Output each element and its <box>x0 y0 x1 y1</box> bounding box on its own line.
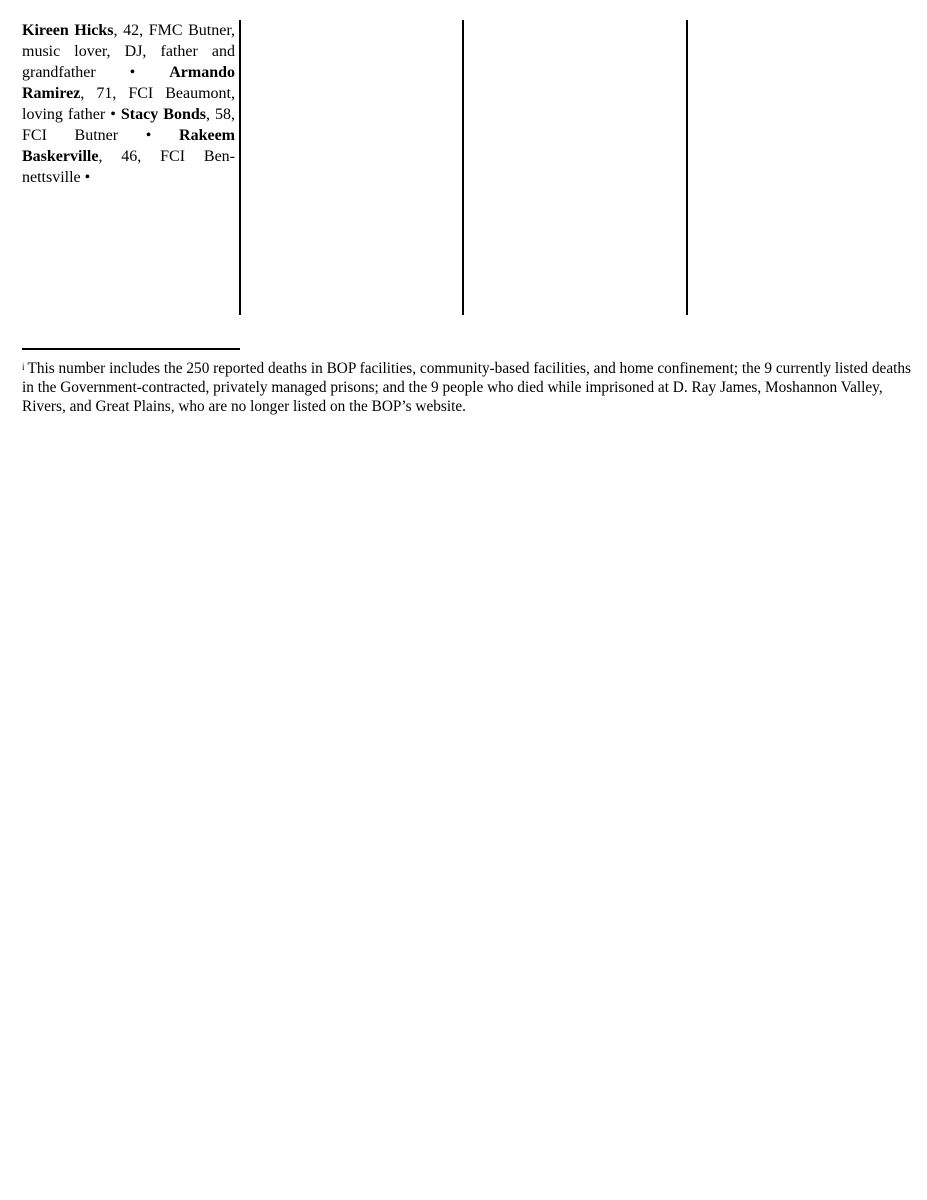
footnote-text: This number includes the 250 reported deaths in BOP facilities, community-based facilities, and home confinement; the 9 currently listed deaths in the Government-contracted, privately managed prisons; and the 9 people who died while imprisoned at D. Ray James, Moshannon Valley, Rivers, and Great Plains, who are no longer listed on the BOP’s website. <box>22 360 911 415</box>
entry-name: Stacy Bonds <box>120 106 206 123</box>
footnote <box>22 359 912 416</box>
footnote-separator <box>22 348 240 350</box>
memorial-list-column <box>22 20 235 188</box>
entry-name: Armando Ramirez <box>22 64 235 102</box>
column-divider <box>462 20 464 315</box>
entry-name: Kireen Hicks <box>22 22 114 39</box>
column-divider <box>686 20 688 315</box>
entry-details: , 42, FMC Butner, music lover, DJ, father and grandfather • <box>22 22 235 81</box>
entry-details: , 46, FCI Bennettsville • <box>22 148 235 186</box>
footnote-marker: i <box>22 362 25 372</box>
entry-name: Rakeem Baskerville <box>22 127 235 165</box>
column-divider <box>239 20 241 315</box>
entry-details: , 58, FCI Butner • <box>22 106 236 144</box>
entry-details: , 71, FCI Beaumont, loving father • <box>22 85 235 123</box>
